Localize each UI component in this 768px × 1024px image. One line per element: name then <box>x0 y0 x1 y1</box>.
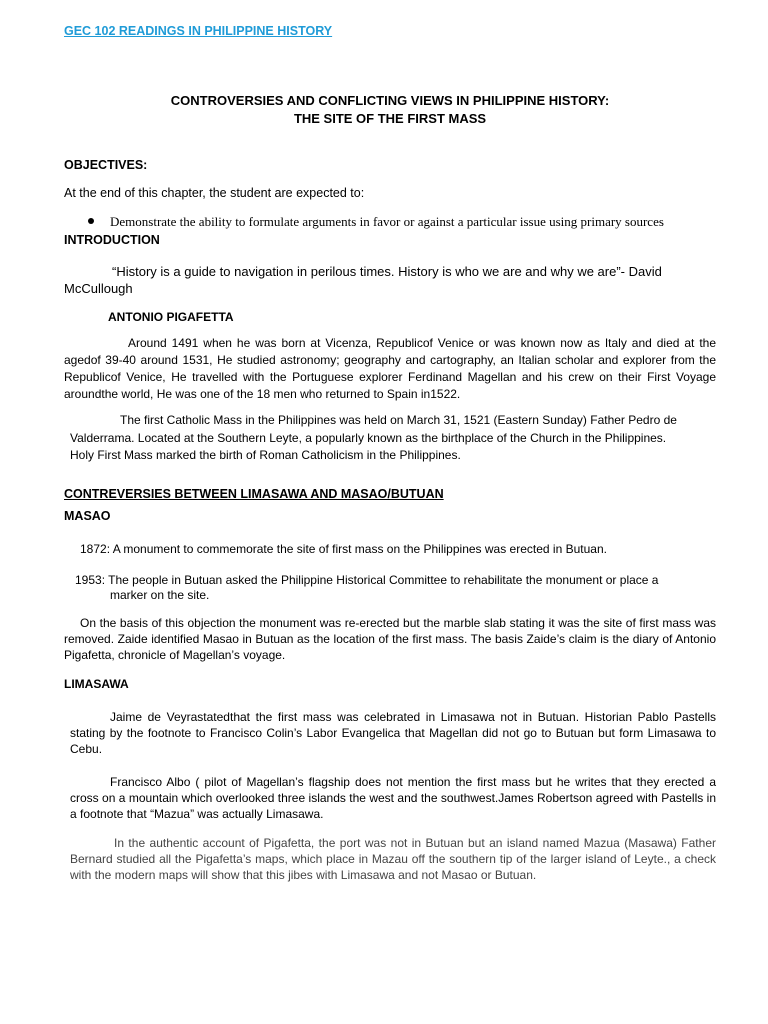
quote-line-1: “History is a guide to navigation in perilous times. History is who we are and why we are”- David <box>112 264 662 279</box>
controversies-heading: CONTREVERSIES BETWEEN LIMASAWA AND MASAO/BUTUAN <box>64 487 444 501</box>
document-title <box>64 92 716 128</box>
limasawa-paragraph-2: Francisco Albo ( pilot of Magellan’s flagship does not mention the first mass but he writes that they erected a cross on a mountain which overlooked three islands the west and the southwest.James Robertson agreed with Pastells in a footnote that “Mazua” was actually Limasawa. <box>70 775 716 821</box>
title-line-1: CONTROVERSIES AND CONFLICTING VIEWS IN PHILIPPINE HISTORY: <box>170 93 610 108</box>
quote-line-2: McCullough <box>64 281 133 296</box>
course-title: GEC 102 READINGS IN PHILIPPINE HISTORY <box>64 24 333 38</box>
bullet-icon <box>88 218 94 224</box>
title-line-2: THE SITE OF THE FIRST MASS <box>293 111 487 126</box>
first-mass-line-3: Holy First Mass marked the birth of Roman Catholicism in the Philippines. <box>70 448 461 462</box>
limasawa-paragraph-1: Jaime de Veyrastatedthat the first mass was celebrated in Limasawa not in Butuan. Historian Pablo Pastells stating by the footnote to Francisco Colin’s Labor Evangelica that Magellan did not go to Butuan but form Limasawa to Cebu. <box>70 710 716 756</box>
pigafetta-heading: ANTONIO PIGAFETTA <box>108 310 234 324</box>
first-mass-line-2: Valderrama. Located at the Southern Leyte, a popularly known as the birthplace of the Church in the Philippines. <box>70 431 667 445</box>
masao-basis: On the basis of this objection the monument was re-erected but the marble slab stating it was the site of first mass was removed. Zaide identified Masao in Butuan as the location of the first mass. The basis Zaide’s claim is the diary of Antonio Pigafetta, chronicle of Magellan’s voyage. <box>64 616 716 662</box>
objective-item: Demonstrate the ability to formulate arguments in favor or against a particular issue using primary sources <box>110 214 664 229</box>
objectives-heading: OBJECTIVES: <box>64 158 148 172</box>
masao-1953-line-2: marker on the site. <box>110 588 210 602</box>
pigafetta-bio: Around 1491 when he was born at Vicenza, Republicof Venice or was known now as Italy and died at the agedof 39-40 around 1531, He studied astronomy; geography and cartography, an Italian scholar and explorer from the Republicof Venice, He travelled with the Portuguese explorer Ferdinand Magellan and his crew on their First Voyage aroundthe world, He was one of the 18 men who returned to Spain in1522. <box>64 336 716 401</box>
first-mass-line-1: The first Catholic Mass in the Philippines was held on March 31, 1521 (Eastern Sunday) Father Pedro de <box>120 413 677 427</box>
limasawa-paragraph-3: In the authentic account of Pigafetta, the port was not in Butuan but an island named Mazua (Masawa) Father Bernard studied all the Pigafetta’s maps, which place in Mazau off the southern tip of the larger island of Leyte., a check with the modern maps will show that this jibes with Limasawa and not Masao or Butuan. <box>70 836 716 882</box>
masao-1872: 1872: A monument to commemorate the site of first mass on the Philippines was erected in Butuan. <box>80 542 607 556</box>
objectives-intro: At the end of this chapter, the student are expected to: <box>64 186 365 200</box>
limasawa-heading: LIMASAWA <box>64 677 129 691</box>
masao-1953-line-1: 1953: The people in Butuan asked the Philippine Historical Committee to rehabilitate the monument or place a <box>75 573 659 587</box>
introduction-heading: INTRODUCTION <box>64 233 160 247</box>
masao-heading: MASAO <box>64 509 111 523</box>
